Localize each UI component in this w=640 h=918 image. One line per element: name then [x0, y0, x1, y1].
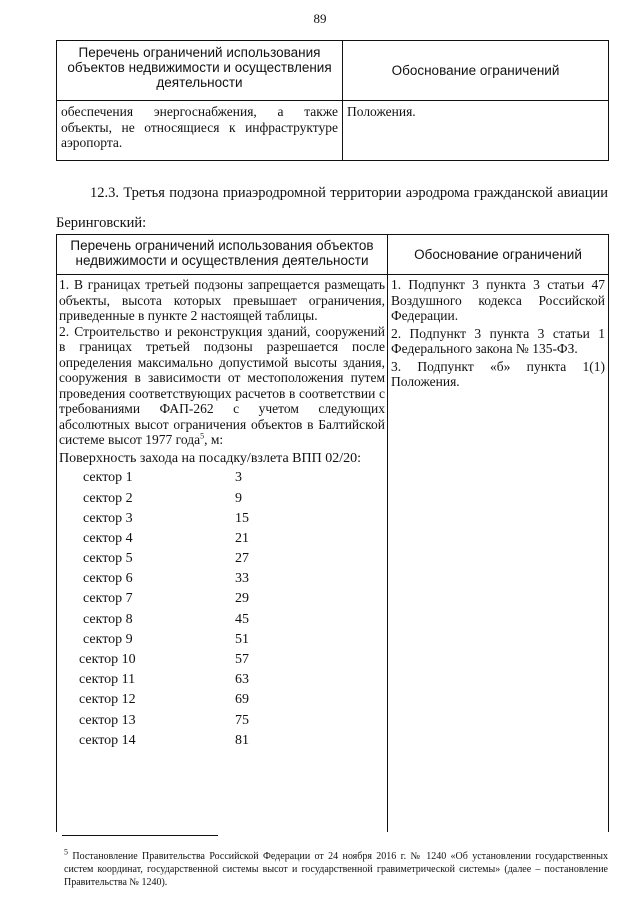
table-header-row: [57, 41, 609, 101]
sector-height: 29: [235, 591, 249, 607]
sector-name: сектор 11: [79, 672, 136, 688]
sector-height: 27: [235, 551, 249, 567]
sector-height: 51: [235, 631, 249, 647]
footnote-ref: 5: [200, 431, 205, 441]
list-item: [59, 529, 385, 549]
sector-height: 81: [235, 732, 249, 748]
sector-name: сектор 14: [79, 732, 136, 748]
table-row: [57, 101, 609, 161]
sector-height: 3: [235, 470, 242, 486]
justification-cell: Положения.: [343, 101, 609, 161]
surface-label: Поверхность захода на посадку/взлета ВПП 02/20:: [59, 450, 361, 466]
footnote: [64, 847, 608, 889]
restriction-item-1: 1. В границах третьей подзоны запрещается размещать объекты, высота которых превышает ограничения, приведенные в пункте 2 настоящей таблицы.: [59, 277, 385, 323]
table-row: [57, 275, 609, 833]
list-item: [59, 468, 385, 488]
subzone-3-restrictions-table: [56, 234, 609, 832]
restriction-item-2-text: 2. Строительство и реконструкция зданий, сооружений в границах третьей подзоны разрешается после определения максимально допустимой высоты здания, сооружения в зависимости от местоположения путем проведения соответствующих расчетов в соответствии с требованиями ФАП-262 с учетом следующих абсолютных высот ограничения объектов в Балтийской системе высот 1977 года: [59, 323, 385, 447]
header-justification: Обоснование ограничений: [343, 41, 609, 101]
restriction-item-2: [59, 324, 385, 448]
page-number: 89: [313, 11, 327, 26]
list-item: [59, 609, 385, 629]
sector-height: 15: [235, 510, 249, 526]
list-item: [59, 630, 385, 650]
list-item: [59, 670, 385, 690]
sector-name: сектор 6: [83, 571, 133, 587]
sector-name: сектор 10: [79, 652, 136, 668]
sector-name: сектор 9: [83, 631, 133, 647]
header-restrictions-list: Перечень ограничений использования объектов недвижимости и осуществления деятельности: [57, 235, 388, 275]
sector-name: сектор 5: [83, 551, 133, 567]
table-header-row: [57, 235, 609, 275]
justification-item-2: 2. Подпункт 3 пункта 3 статьи 1 Федерального закона № 135-ФЗ.: [391, 325, 605, 356]
sector-name: сектор 8: [83, 611, 133, 627]
restriction-cell: обеспечения энергоснабжения, а также объекты, не относящиеся к инфраструктуре аэропорта.: [57, 101, 343, 161]
sector-name: сектор 4: [83, 530, 133, 546]
restriction-cell: [57, 275, 388, 833]
list-item: [59, 508, 385, 528]
section-heading: 12.3. Третья подзона приаэродромной территории аэродрома гражданской авиации Беринговский:: [56, 185, 608, 231]
footnote-separator: [62, 835, 218, 836]
sector-height: 57: [235, 652, 249, 668]
list-item: [59, 710, 385, 730]
sector-name: сектор 3: [83, 510, 133, 526]
sector-height: 9: [235, 490, 242, 506]
footnote-mark: 5: [64, 847, 68, 857]
list-item: [59, 549, 385, 569]
sector-heights-list: [59, 468, 385, 751]
list-item: [59, 730, 385, 750]
sector-height: 45: [235, 611, 249, 627]
justification-item-1: 1. Подпункт 3 пункта 3 статьи 47 Воздушного кодекса Российской Федерации.: [391, 277, 605, 323]
sector-height: 75: [235, 712, 249, 728]
sector-name: сектор 2: [83, 490, 133, 506]
list-item: [59, 690, 385, 710]
justification-item-3: 3. Подпункт «б» пункта 1(1) Положения.: [391, 358, 605, 389]
header-justification: Обоснование ограничений: [388, 235, 609, 275]
sector-name: сектор 1: [83, 470, 133, 486]
restriction-item-2-unit: , м:: [204, 432, 224, 447]
sector-name: сектор 13: [79, 712, 136, 728]
sector-name: сектор 7: [83, 591, 133, 607]
sector-height: 69: [235, 692, 249, 708]
footnote-text: Постановление Правительства Российской Федерации от 24 ноября 2016 г. № 1240 «Об установлении государственных систем координат, государственной системы высот и государственной гравиметрической системы» (далее – постановление Правительства № 1240).: [64, 851, 608, 888]
sector-name: сектор 12: [79, 692, 136, 708]
restrictions-table-continued: [56, 40, 609, 161]
justification-cell: [388, 275, 609, 833]
list-item: [59, 589, 385, 609]
list-item: [59, 488, 385, 508]
header-restrictions-list: Перечень ограничений использования объектов недвижимости и осуществления деятельности: [57, 41, 343, 101]
sector-height: 21: [235, 530, 249, 546]
list-item: [59, 569, 385, 589]
sector-height: 63: [235, 672, 249, 688]
list-item: [59, 650, 385, 670]
sector-height: 33: [235, 571, 249, 587]
